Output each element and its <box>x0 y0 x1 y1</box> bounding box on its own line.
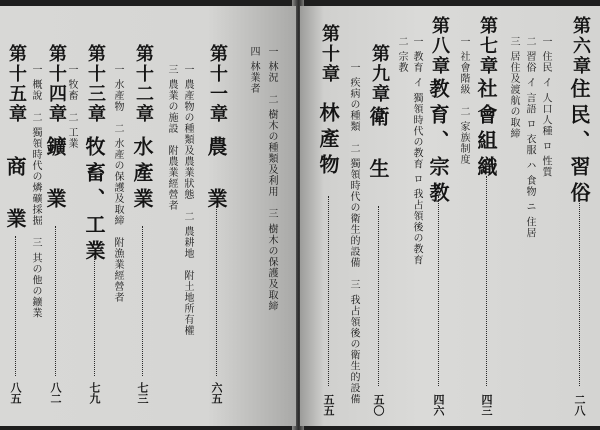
chapter-15-number: 第十五章 <box>6 44 27 124</box>
chapter-14-leader <box>55 226 56 376</box>
chapter-12-page: 七三 <box>136 382 149 404</box>
chapter-13-name: 牧畜、工業 <box>82 136 106 266</box>
chapter-8-sections <box>394 6 424 426</box>
chapter-11-section-2: 三 農業の施設 附農業經營者 <box>166 64 177 212</box>
chapter-15-column <box>2 6 30 426</box>
chapter-13-section-1: 一 牧畜 二 工業 <box>66 64 77 150</box>
chapter-7-section-1: 一 社會階級 二 家族制度 <box>458 36 469 166</box>
chapter-9-section-1: 一 疾病の種類 二 獨領時代の衛生的設備 三 我占領後の衛生的設備 <box>348 62 359 405</box>
chapter-10-leader <box>328 196 329 386</box>
chapter-6-page: 二八 <box>573 394 586 416</box>
chapter-9-sections <box>346 6 362 426</box>
chapter-6-sections <box>502 6 554 426</box>
chapter-12-sections <box>110 6 126 426</box>
chapter-8-section-2: 二 宗教 <box>396 36 407 74</box>
chapter-6-number: 第六章 <box>570 16 591 76</box>
chapter-11-section-1: 一 農產物の種類及農業狀態 二 農耕地 附土地所有權 <box>182 64 193 337</box>
chapter-9-leader <box>378 206 379 386</box>
chapter-8-page: 四六 <box>432 394 445 416</box>
chapter-13-column <box>78 6 110 426</box>
chapter-11-leader <box>216 206 217 376</box>
chapter-7-leader <box>486 176 487 386</box>
chapter-14-sections <box>28 6 44 426</box>
chapter-7-page: 四三 <box>480 394 493 416</box>
chapter-10-name: 林產物 <box>316 102 340 180</box>
chapter-6-leader <box>579 196 580 386</box>
chapter-7-number: 第七章 <box>477 16 498 76</box>
chapter-9-column <box>362 6 394 426</box>
forestry-section-2: 四 林業者 <box>248 46 259 95</box>
chapter-15-name: 商 業 <box>3 156 27 234</box>
chapter-14-number: 第十四章 <box>46 44 67 124</box>
chapter-10-page: 五五 <box>322 394 335 416</box>
chapter-8-column <box>422 6 456 426</box>
chapter-12-number: 第十二章 <box>133 44 154 124</box>
chapter-8-leader <box>438 196 439 386</box>
chapter-7-name: 社會組織 <box>474 78 498 182</box>
chapter-15-page: 八五 <box>9 382 22 404</box>
chapter-12-section-1: 一 水產物 二 水產の保護及取締 附漁業經營者 <box>112 64 123 304</box>
chapter-6-name: 住民、習俗 <box>567 78 591 208</box>
forestry-section-1: 一 林況 二 樹木の種類及利用 三 樹木の保護及取締 <box>266 46 277 312</box>
chapter-9-name: 衛 生 <box>366 106 390 184</box>
chapter-11-forest-sections <box>236 6 286 426</box>
right-page <box>300 6 600 426</box>
chapter-8-section-1: 一 教育 イ 獨領時代の教育 ロ 我占領後の教育 <box>411 36 422 266</box>
chapter-6-section-3: 三 居住及渡航の取締 <box>508 36 519 140</box>
chapter-14-name: 鑛 業 <box>43 136 67 214</box>
chapter-13-leader <box>94 256 95 376</box>
chapter-12-name: 水產業 <box>130 136 154 214</box>
chapter-11-number: 第十一章 <box>207 44 228 124</box>
chapter-10-column <box>312 6 346 426</box>
chapter-6-column <box>555 6 595 426</box>
chapter-15-leader <box>15 236 16 376</box>
chapter-9-page: 五〇 <box>372 394 385 416</box>
chapter-7-sections <box>456 6 472 426</box>
chapter-7-column <box>470 6 502 426</box>
chapter-10-number: 第十章 <box>319 24 340 84</box>
chapter-14-section-1: 一 概說 二 獨領時代の燐礦採掘 三 其の他の鑛業 <box>30 64 41 319</box>
chapter-8-name: 教育、宗教 <box>426 78 450 208</box>
chapter-13-number: 第十三章 <box>85 44 106 124</box>
chapter-13-page: 七九 <box>88 382 101 404</box>
chapter-6-section-1: 一 住民 イ 人口人種 ロ 性質 <box>540 36 551 178</box>
chapter-9-number: 第九章 <box>369 44 390 104</box>
chapter-14-page: 八二 <box>49 382 62 404</box>
chapter-11-page: 六五 <box>210 382 223 404</box>
chapter-14-column <box>44 6 68 426</box>
chapter-12-column <box>126 6 160 426</box>
chapter-11-column <box>200 6 234 426</box>
chapter-12-leader <box>142 226 143 376</box>
chapter-6-section-2: 二 習俗 イ 言語 ロ 衣服 ハ 食物 ニ 住居 <box>524 36 535 239</box>
left-page <box>0 6 296 426</box>
chapter-8-number: 第八章 <box>429 16 450 76</box>
chapter-11-name: 農 業 <box>204 136 228 214</box>
chapter-11-sections <box>160 6 200 426</box>
